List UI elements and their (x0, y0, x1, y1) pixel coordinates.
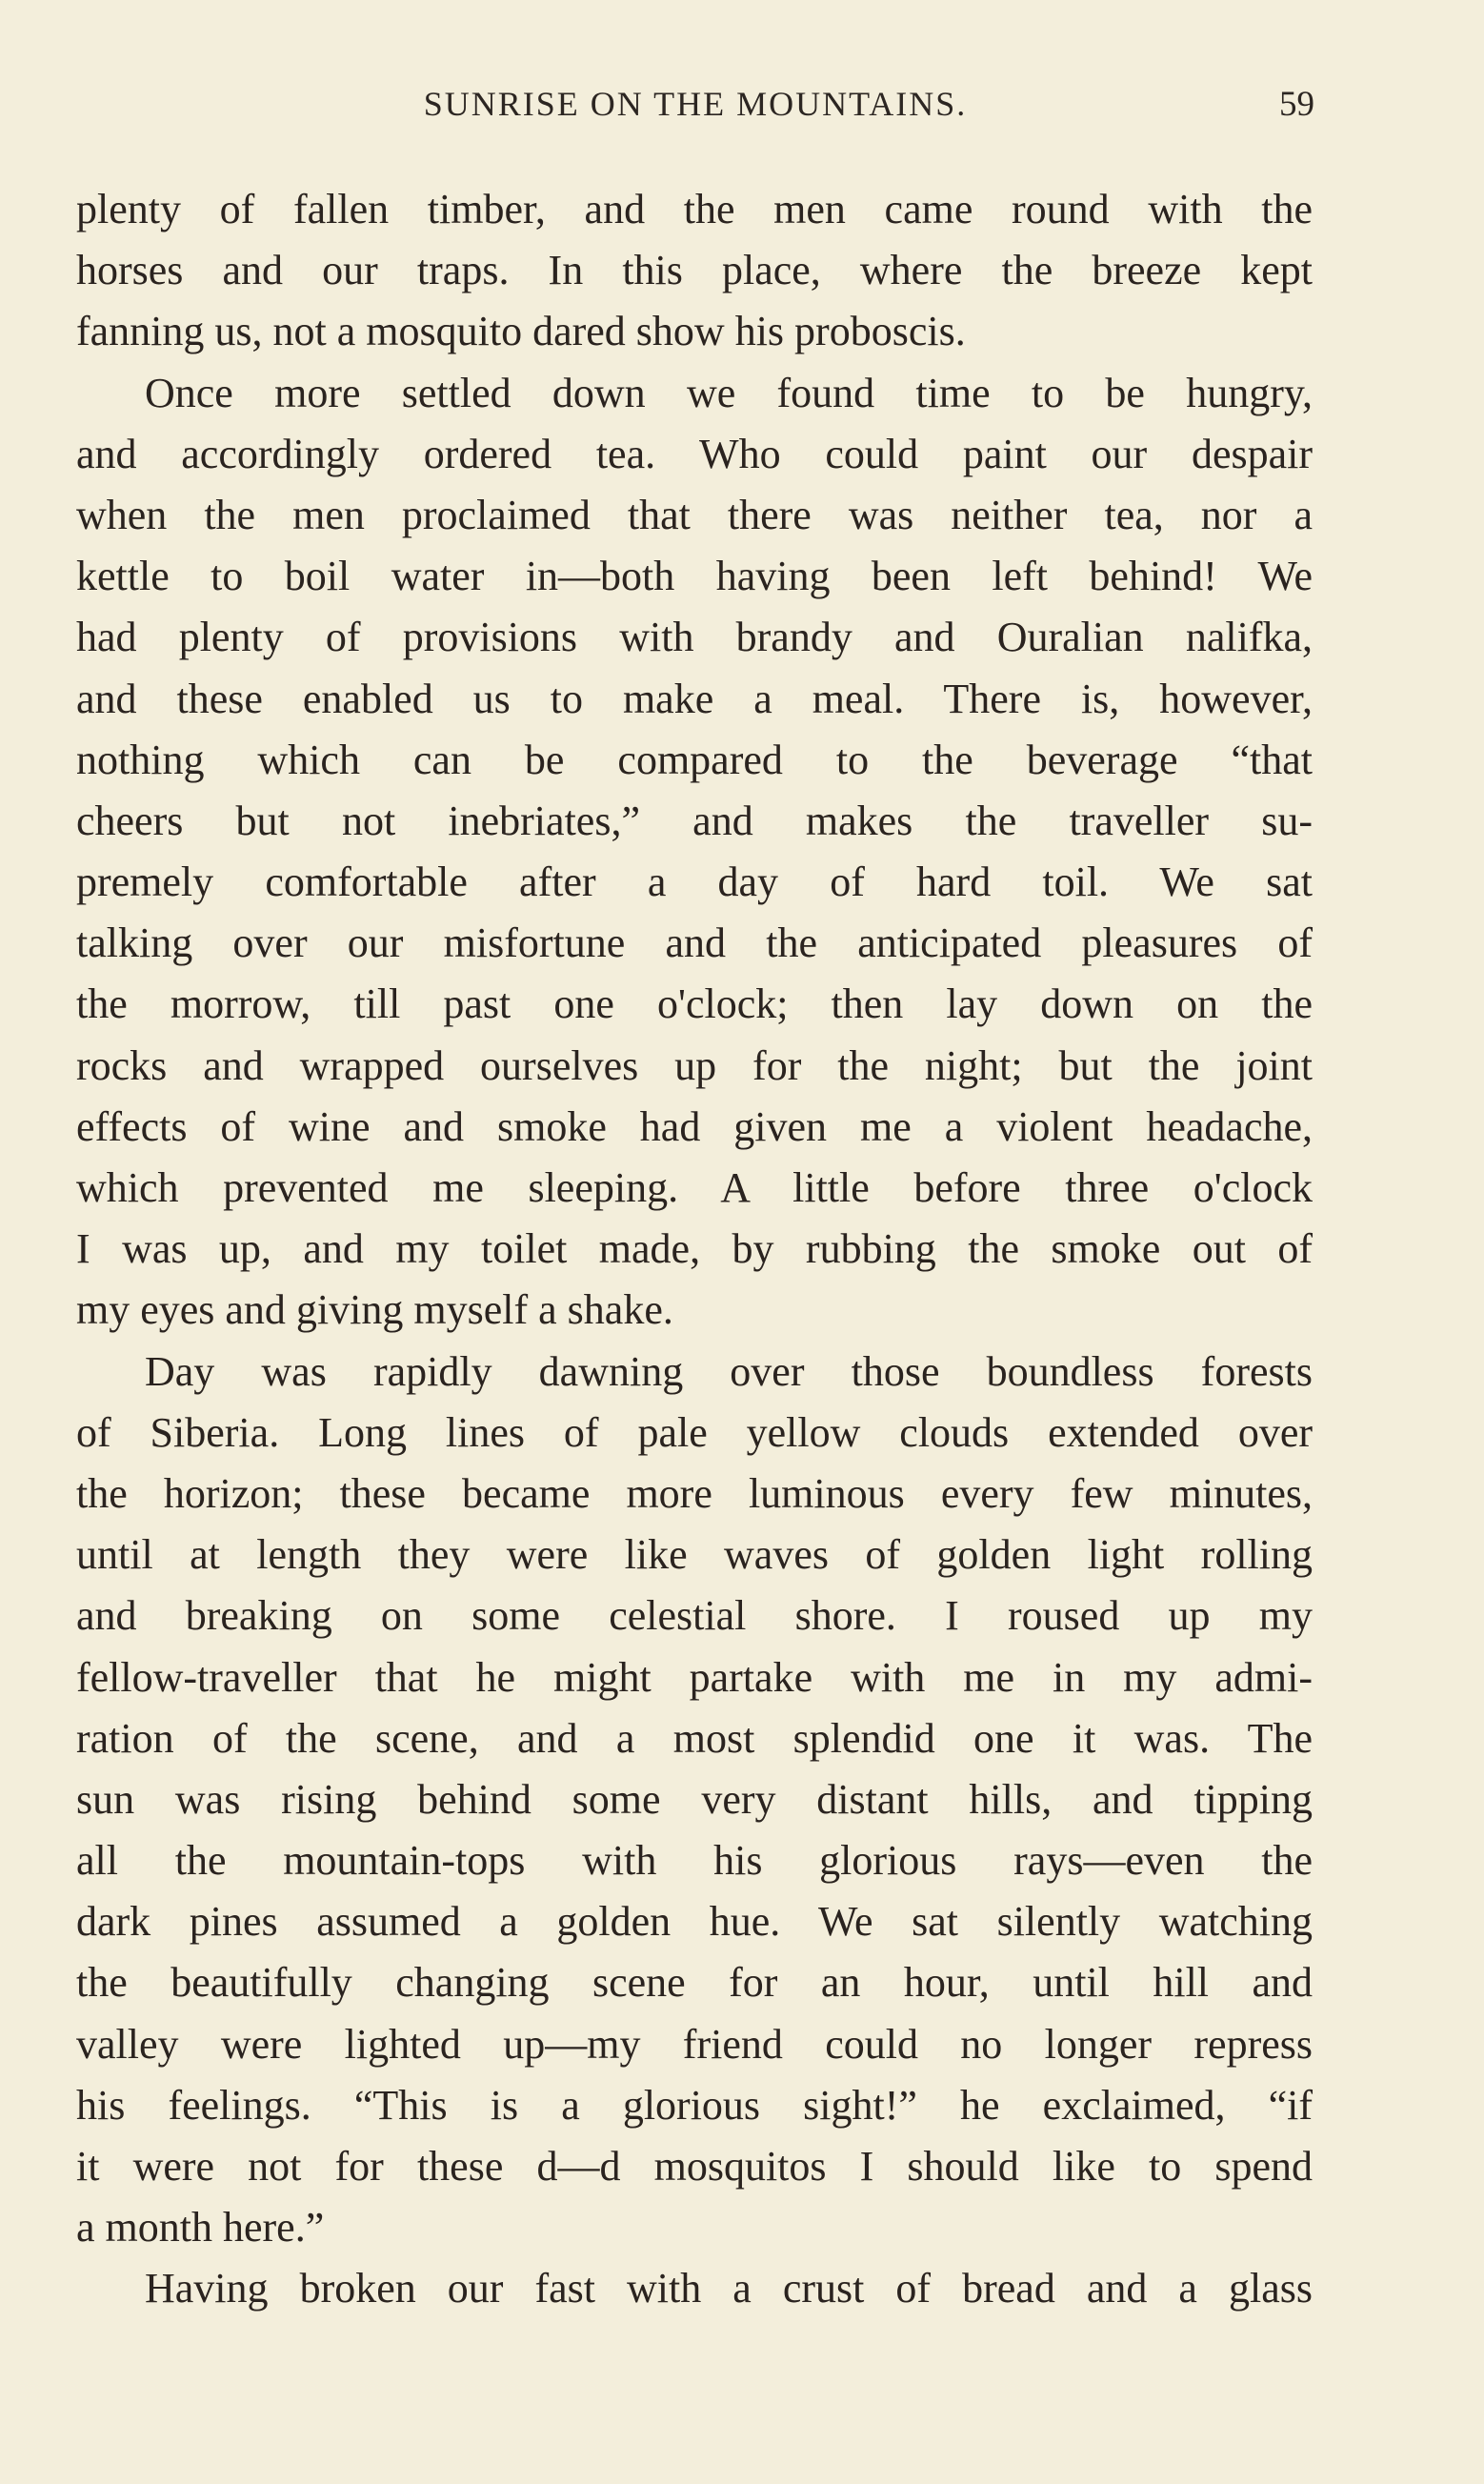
text-line: the morrow, till past one o'clock; then lay down on the (76, 980, 1313, 1028)
text-line: and these enabled us to make a meal. There is, however, (76, 675, 1313, 722)
text-line: Once more settled down we found time to be hungry, (145, 369, 1313, 416)
text-line: and breaking on some celestial shore. I roused up my (76, 1592, 1313, 1640)
text-line: the beautifully changing scene for an hour, until hill and (76, 1959, 1313, 2007)
text-line: my eyes and giving myself a shake. (76, 1286, 673, 1334)
text-line: a month here.” (76, 2204, 325, 2252)
text-line: dark pines assumed a golden hue. We sat silently watching (76, 1898, 1313, 1946)
text-line: talking over our misfortune and the anticipated pleasures of (76, 919, 1313, 967)
text-line: and accordingly ordered tea. Who could paint our despair (76, 430, 1313, 477)
text-line: which prevented me sleeping. A little before three o'clock (76, 1164, 1313, 1211)
body-text (76, 179, 1313, 2320)
text-line: sun was rising behind some very distant hills, and tipping (76, 1775, 1313, 1823)
page-header (76, 76, 1314, 133)
text-line: it were not for these d—d mosquitos I should like to spend (76, 2143, 1313, 2190)
text-line: effects of wine and smoke had given me a violent headache, (76, 1102, 1313, 1150)
running-head: SUNRISE ON THE MOUNTAINS. (423, 85, 968, 123)
text-line: cheers but not inebriates,” and makes the traveller su- (76, 797, 1313, 844)
text-line: had plenty of provisions with brandy and Ouralian nalifka, (76, 614, 1313, 661)
text-line: until at length they were like waves of golden light rolling (76, 1531, 1313, 1579)
text-line: fellow-traveller that he might partake with me in my admi- (76, 1653, 1313, 1701)
text-line: the horizon; these became more luminous every few minutes, (76, 1469, 1313, 1517)
text-line: ration of the scene, and a most splendid one it was. The (76, 1714, 1313, 1762)
text-line: when the men proclaimed that there was neither tea, nor a (76, 491, 1313, 538)
text-line: all the mountain-tops with his glorious rays—even the (76, 1837, 1313, 1885)
text-line: premely comfortable after a day of hard toil. We sat (76, 858, 1313, 906)
text-line: kettle to boil water in—both having been left behind! We (76, 553, 1313, 600)
text-line: Day was rapidly dawning over those boundless forests (145, 1347, 1313, 1395)
text-line: valley were lighted up—my friend could no longer repress (76, 2020, 1313, 2068)
text-line: horses and our traps. In this place, where the breeze kept (76, 247, 1313, 294)
text-line: plenty of fallen timber, and the men came round with the (76, 186, 1313, 232)
text-line: of Siberia. Long lines of pale yellow clouds extended over (76, 1408, 1313, 1456)
text-line: rocks and wrapped ourselves up for the night; but the joint (76, 1041, 1313, 1089)
text-line: I was up, and my toilet made, by rubbing the smoke out of (76, 1225, 1313, 1273)
page-number: 59 (1279, 85, 1314, 124)
text-line: fanning us, not a mosquito dared show his proboscis. (76, 308, 966, 355)
text-line: his feelings. “This is a glorious sight!” he exclaimed, “if (76, 2081, 1313, 2129)
text-line: Having broken our fast with a crust of bread and a glass (145, 2265, 1313, 2312)
text-line: nothing which can be compared to the beverage “that (76, 736, 1313, 783)
